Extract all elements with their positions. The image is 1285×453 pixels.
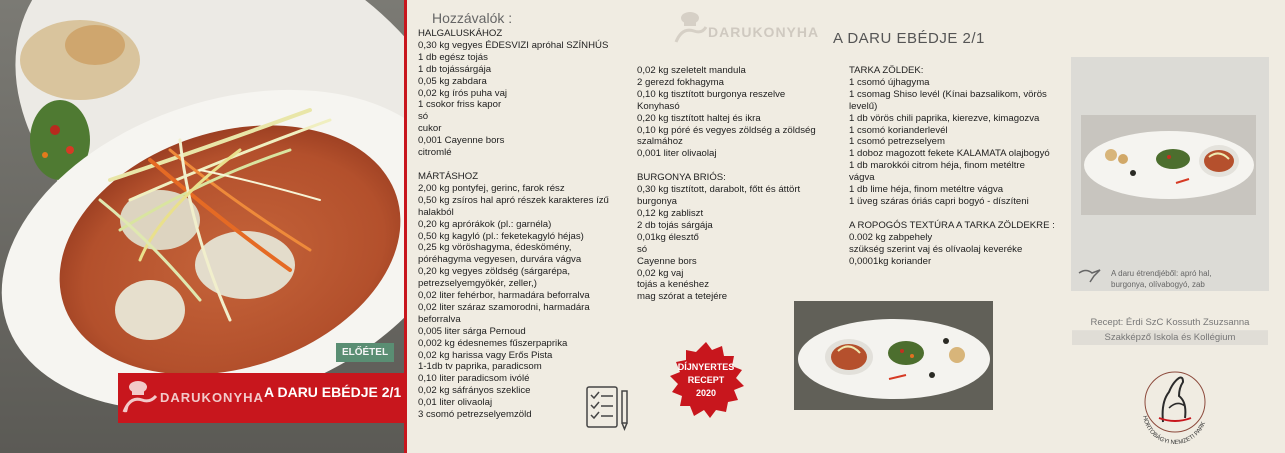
list-item: 1 db marokkói citrom héja, finom metéltre [849, 160, 1025, 172]
badge-line-1: DÍJNYERTES [677, 362, 735, 372]
hero-photo [0, 0, 404, 453]
list-item: 0,005 liter sárga Pernoud [418, 325, 526, 337]
list-item: szalmához [637, 136, 683, 148]
list-item: 1 db vörös chili paprika, kierezve, kimagozva [849, 112, 1040, 124]
ingredients-column-2 [637, 65, 816, 303]
watermark-logo [672, 10, 820, 51]
list-item: 0,25 kg vöröshagyma, édeskömény, [418, 242, 572, 254]
list-item: BURGONYA BRIÓS: [637, 172, 726, 184]
list-item: 0,02 liter száraz szamorodni, harmadára [418, 301, 590, 313]
banner-title: A DARU EBÉDJE 2/1 [264, 384, 402, 400]
list-item: 0,20 kg aprórákok (pl.: garnéla) [418, 218, 552, 230]
ingredients-column-1 [418, 28, 609, 421]
list-item: 0,01 liter olivaolaj [418, 397, 493, 409]
list-item: 2 gerezd fokhagyma [637, 76, 724, 88]
title-banner [118, 373, 404, 423]
list-item: 0,10 kg tisztított burgonya reszelve [637, 88, 786, 100]
badge-line-2: RECEPT [687, 375, 725, 385]
divider [404, 0, 407, 453]
ingredients-column-3 [849, 65, 1055, 268]
plated-dish-photo [794, 301, 993, 410]
list-item: 1 csomó korianderlevél [849, 124, 948, 136]
plate-illustration-2 [1081, 115, 1256, 215]
list-item: 0,30 kg vegyes ÉDESVIZI apróhal SZÍNHÚS [418, 39, 609, 51]
crane-bird-icon [1078, 267, 1102, 283]
category-tag: ELŐÉTEL [336, 343, 394, 362]
list-item: 0,01kg élesztő [637, 231, 699, 243]
list-item: 0,05 kg zabdara [418, 75, 487, 87]
park-logo-text: HORTOBÁGYI NEMZETI PARK [1141, 415, 1208, 446]
list-item: 0,50 kg kagyló (pl.: feketekagyló héjas) [418, 230, 584, 242]
list-item: 2,00 kg pontyfej, gerinc, farok rész [418, 182, 565, 194]
list-item: 0,02 kg vaj [637, 267, 684, 279]
list-item: 0,12 kg zabliszt [637, 207, 704, 219]
list-item: 0,30 kg tisztított, darabolt, főtt és áttört [637, 184, 801, 196]
list-item: póréhagyma vegyesen, durvára vágva [418, 254, 582, 266]
list-item: petrezselyemgyökér, zeller,) [418, 278, 537, 290]
list-item: burgonya [637, 196, 678, 208]
page-title: A DARU EBÉDJE 2/1 [833, 30, 985, 47]
credit-line: Szakképző Iskola és Kollégium [1072, 330, 1268, 345]
list-item: 2 db tojás sárgája [637, 219, 713, 231]
list-item: 0,02 kg szeletelt mandula [637, 65, 746, 76]
list-item: 1 csomag Shiso levél (Kínai bazsalikom, vörös [849, 88, 1047, 100]
list-item: 1 csomó újhagyma [849, 76, 930, 88]
list-item: halakból [418, 206, 454, 218]
list-item: beforralva [418, 313, 461, 325]
list-item: 0,001 Cayenne bors [418, 135, 505, 147]
list-item: 0,02 kg sáfrányos szeklice [418, 385, 531, 397]
list-item: 0,50 kg zsíros hal apró részek karakteres ízű [418, 194, 609, 206]
spacer [637, 160, 816, 172]
list-item: 0,02 kg harissa vagy Erős Pista [418, 349, 553, 361]
list-item: 0.002 kg zabpehely [849, 231, 933, 243]
checklist-icon [585, 385, 633, 433]
list-item: 1 db egész tojás [418, 51, 488, 63]
list-item: só [418, 111, 429, 123]
list-item: vágva [849, 172, 875, 184]
list-item: szükség szerint vaj és olívaolaj keveréke [849, 243, 1023, 255]
list-item: 1 csokor friss kapor [418, 99, 502, 111]
list-item: Cayenne bors [637, 255, 697, 267]
list-item: citromlé [418, 147, 452, 159]
list-item: 0,10 kg póré és vegyes zöldség a zöldség [637, 124, 816, 136]
credit-line: Recept: Érdi SzC Kossuth Zsuzsanna [1090, 317, 1250, 328]
recipe-credit [1072, 316, 1268, 345]
list-item: 1 db tojássárgája [418, 63, 492, 75]
spacer [849, 208, 1055, 220]
spacer [418, 159, 609, 171]
list-item: só [637, 243, 648, 255]
list-item: 1 csomó petrezselyem [849, 136, 945, 148]
list-item: levelű) [849, 100, 878, 112]
list-item: 0,0001kg koriander [849, 255, 932, 267]
ingredients-heading: Hozzávalók : [432, 10, 513, 26]
chef-crane-watermark-icon [672, 10, 708, 46]
list-item: 0,002 kg édesnemes fűszerpaprika [418, 337, 568, 349]
plate-illustration [794, 301, 993, 410]
list-item: 0,20 kg tisztított haltej és ikra [637, 112, 761, 124]
list-item: MÁRTÁSHOZ [418, 170, 479, 182]
list-item: 1 db lime héja, finom metéltre vágva [849, 184, 1004, 196]
list-item: 0,02 liter fehérbor, harmadára beforralva [418, 290, 590, 302]
badge-line-3: 2020 [695, 388, 717, 398]
note-line: burgonya, olívabogyó, zab [1111, 280, 1205, 289]
list-item: 0,001 liter olivaolaj [637, 148, 717, 160]
list-item: 1 doboz magozott fekete KALAMATA olajbogyó [849, 148, 1050, 160]
list-item: 0,02 kg írós puha vaj [418, 87, 508, 99]
list-item: mag szórat a tetejére [637, 291, 728, 303]
note-line: A daru étrendjéből: apró hal, [1111, 269, 1212, 278]
list-item: 0,20 kg vegyes zöldség (sárgarépa, [418, 266, 570, 278]
list-item: TARKA ZÖLDEK: [849, 65, 924, 76]
list-item: HALGALUSKÁHOZ [418, 28, 503, 39]
darukonyha-logo [118, 373, 264, 423]
national-park-logo [1133, 362, 1217, 446]
watermark-text: DARUKONYHA [708, 24, 820, 40]
diet-note [1111, 268, 1271, 290]
plated-dish-photo-2 [1081, 115, 1256, 215]
list-item: A ROPOGÓS TEXTÚRA A TARKA ZÖLDEKRE : [849, 219, 1055, 231]
award-badge [666, 340, 746, 420]
list-item: Konyhasó [637, 100, 680, 112]
list-item: cukor [418, 123, 442, 135]
chef-crane-icon [120, 378, 160, 418]
logo-text: DARUKONYHA [160, 390, 264, 405]
list-item: 3 csomó petrezselyemzöld [418, 409, 532, 421]
list-item: 1 üveg száras óriás capri bogyó - díszíteni [849, 195, 1029, 207]
list-item: 0,10 liter paradicsom ivólé [418, 373, 530, 385]
list-item: tojás a kenéshez [637, 279, 709, 291]
list-item: 1-1db tv paprika, paradicsom [418, 361, 542, 373]
